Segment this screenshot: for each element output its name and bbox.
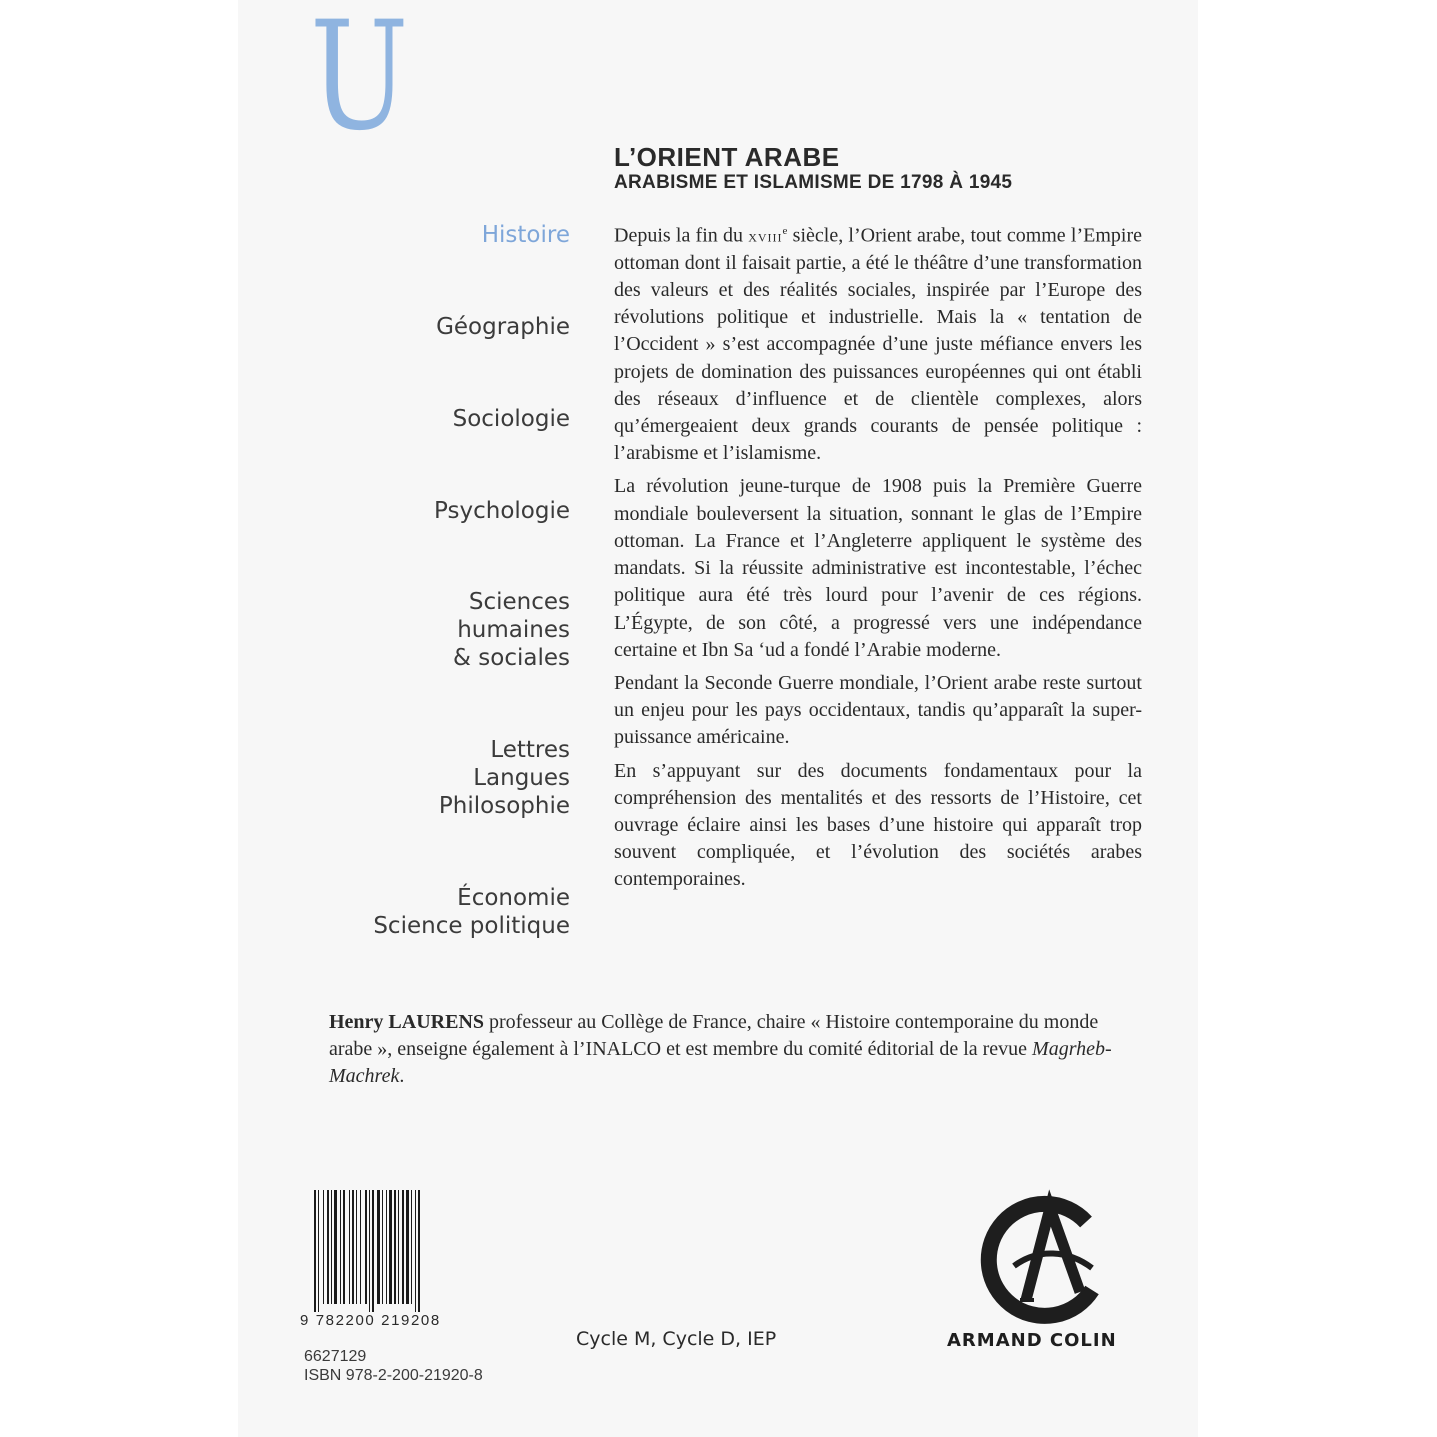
barcode-bar <box>314 1190 316 1312</box>
book-title: L’ORIENT ARABE <box>614 142 840 172</box>
barcode-bar <box>389 1190 392 1304</box>
barcode-bar <box>402 1190 404 1304</box>
internal-code: 6627129 <box>304 1348 367 1365</box>
barcode-bar <box>334 1190 337 1304</box>
barcode-bar <box>340 1190 341 1304</box>
book-subtitle: ARABISME ET ISLAMISME DE 1798 À 1945 <box>614 172 1013 193</box>
isbn-number: ISBN 978-2-200-21920-8 <box>304 1367 483 1384</box>
barcode-bar <box>369 1190 370 1312</box>
discipline-sciences-humaines-sociales: Sciences humaines & sociales <box>453 589 570 671</box>
summary-paragraph-3: Pendant la Seconde Guerre mondiale, l’Orient arabe reste surtout un enjeu pour les pays occidentaux, tandis qu’apparaît la super-puissance américaine. <box>614 671 1142 749</box>
barcode-bar <box>394 1190 396 1304</box>
author-bio: Henry LAURENS professeur au Collège de France, chaire « Histoire contemporaine du monde arabe », enseigne également à l’INALCO et est membre du comité éditorial de la revue Magrheb-Machrek. <box>329 1011 1112 1087</box>
audience-levels: Cycle M, Cycle D, IEP <box>576 1328 777 1350</box>
barcode-digits: 9 782200 219208 <box>300 1312 441 1329</box>
barcode-bar <box>356 1190 357 1304</box>
journal-title: Magrheb-Machrek <box>329 1038 1112 1087</box>
author-name: Henry LAURENS <box>329 1011 485 1033</box>
summary-paragraph-4: En s’appuyant sur des documents fondamentaux pour la compréhension des mentalités et des ressorts de l’Histoire, cet ouvrage éclaire ainsi les bases d’une histoire qui apparaît trop souvent compliquée, et l’évolution des sociétés arabes contemporaines. <box>614 759 1142 891</box>
discipline-histoire: Histoire <box>481 222 570 248</box>
summary-paragraph-1: Depuis la fin du xviii$^e$ siècle, l’Orient arabe, tout comme l’Empire ottoman dont il faisait partie, a été le théâtre d’une transformation des valeurs et des réalités sociales, inspirée par l’Europe des révolutions politique et industrielle. Mais la « tentation de l’Occident » s’est accompagnée d’une juste méfiance envers les projets de domination des puissances européennes qui ont établi des réseaux d’influence et de clientèle complexes, alors qu’émergeaient deux grands courants de pensée politique : l’arabisme et l’islamisme. <box>614 224 1142 465</box>
publisher-name: ARMAND COLIN <box>947 1330 1117 1351</box>
barcode-bar <box>406 1190 409 1304</box>
barcode-bar <box>418 1190 420 1312</box>
discipline-list <box>340 0 570 960</box>
series-u-logo: U <box>310 0 409 164</box>
book-summary <box>614 218 1142 900</box>
barcode-bar <box>415 1190 416 1312</box>
century-numeral: xviii <box>748 226 783 246</box>
discipline-sociologie: Sociologie <box>452 406 570 432</box>
barcode-bar <box>343 1190 345 1304</box>
discipline-economie-science-politique: Économie Science politique <box>373 885 570 939</box>
barcode-bar <box>323 1190 324 1304</box>
century-superscript: e <box>782 225 788 237</box>
barcode-bar <box>398 1190 399 1304</box>
summary-paragraph-2: La révolution jeune-turque de 1908 puis la Première Guerre mondiale bouleversent la situation, sonnant le glas de l’Empire ottoman. La France et l’Angleterre appliquent le système des mandats. Si la réussite administrative est incontestable, l’échec politique aura été très lourd pour l’avenir de ces régions. L’Égypte, de son côté, a progressé vers une indépendance certaine et Ibn Sa ‘ud a fondé l’Arabie moderne. <box>614 475 1142 661</box>
barcode-bar <box>360 1190 361 1304</box>
discipline-psychologie: Psychologie <box>434 498 570 524</box>
barcode-bar <box>372 1190 374 1312</box>
barcode-bar <box>377 1190 380 1304</box>
discipline-lettres-langues-philosophie: Lettres Langues Philosophie <box>438 737 570 819</box>
discipline-geographie: Géographie <box>436 314 570 340</box>
barcode-bar <box>318 1190 319 1312</box>
barcode-bar <box>365 1190 367 1304</box>
barcode-bar <box>349 1190 350 1304</box>
barcode-bar <box>386 1190 387 1304</box>
barcode-bar <box>382 1190 383 1304</box>
barcode-bar <box>352 1190 354 1304</box>
barcode-bar <box>331 1190 332 1304</box>
barcode-bar <box>327 1190 329 1304</box>
armand-colin-ac-monogram-icon <box>968 1188 1108 1328</box>
isbn-barcode <box>312 1190 454 1312</box>
barcode-bar <box>411 1190 412 1304</box>
